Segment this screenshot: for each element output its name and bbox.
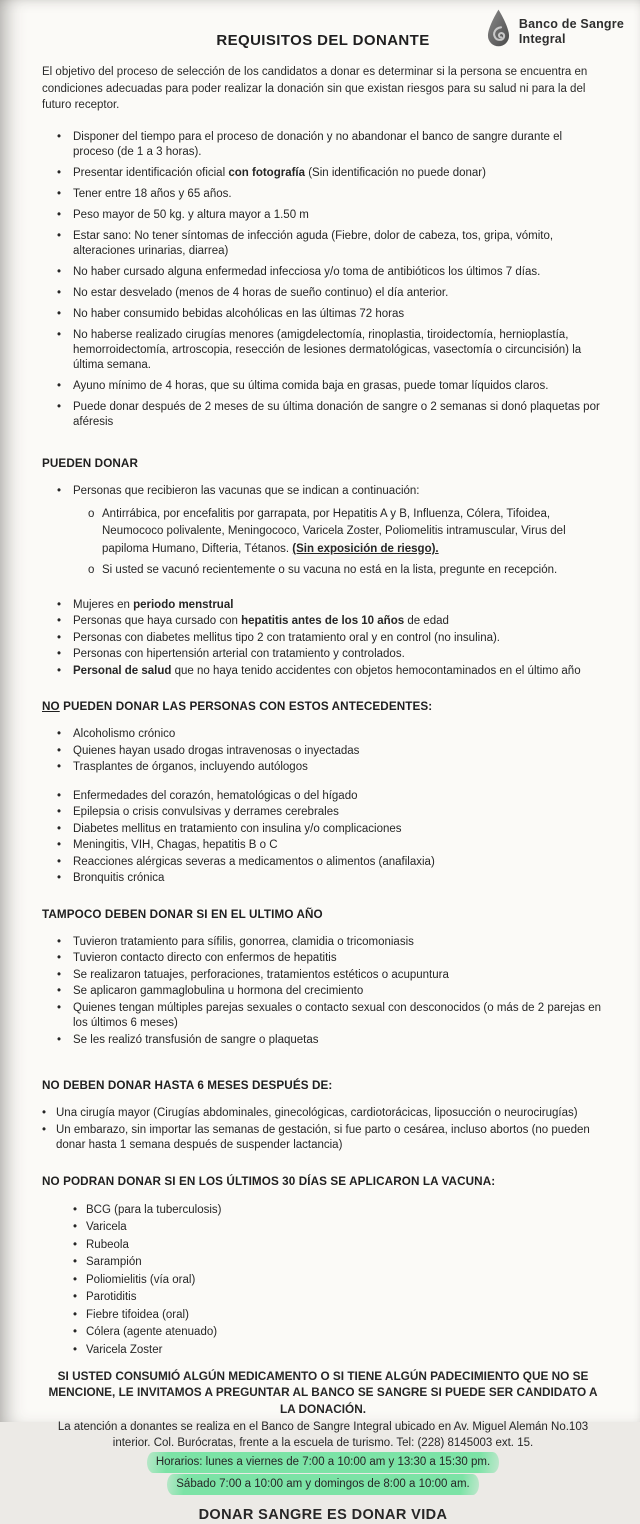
list-item [57, 631, 604, 647]
bullet-icon: • [73, 1203, 78, 1216]
bullet-icon: • [42, 1123, 47, 1136]
list-item [73, 1203, 604, 1218]
list-item-text [73, 951, 604, 967]
text-segment: BCG (para la tuberculosis) [86, 1203, 222, 1216]
bullet-icon: • [73, 1291, 78, 1303]
text-segment: Tener entre 18 años y 65 años. [73, 187, 232, 200]
bullet-icon: • [57, 265, 62, 278]
list-item [57, 871, 604, 887]
list-item [57, 379, 604, 394]
list-item-text [73, 838, 604, 854]
bullet-icon: • [57, 839, 62, 851]
text-segment: Sarampión [86, 1256, 142, 1268]
text-segment: No haberse realizado cirugías menores (amigdelectomía, rinoplastia, tiroidectomía, hernioplastía, hemorroidectomía, artroscopia, resección de lesiones dermatológicas, vasectomía o circuncisión) la última semana. [73, 328, 582, 371]
bullet-list [57, 130, 604, 430]
logo-text-line1: Banco de Sangre [518, 16, 624, 31]
text-segment: Un embarazo, sin importar las semanas de gestación, si fue parto o cesárea, incluso abortos (no pueden donar hasta 1 semana después de suspender lactancia) [56, 1123, 590, 1151]
bullet-list [57, 935, 604, 1049]
text-segment: Fiebre tifoidea (oral) [86, 1308, 189, 1321]
list-item [57, 1001, 604, 1032]
list-item [57, 400, 604, 430]
bullet-icon: • [57, 789, 62, 802]
list-item [57, 286, 604, 301]
text-segment: Meningitis, VIH, Chagas, hepatitis B o C [73, 839, 278, 851]
bullet-icon: • [57, 935, 62, 948]
list-item-text [73, 760, 604, 776]
text-segment: Cólera (agente atenuado) [86, 1326, 218, 1338]
bullet-icon: • [57, 985, 62, 997]
bullet-icon: • [57, 400, 62, 413]
text-segment: NO PODRAN DONAR SI EN LOS ÚLTIMOS 30 DÍAS SE APLICARON LA VACUNA: [42, 1174, 496, 1188]
list-item [57, 822, 604, 838]
list-item-text [73, 130, 604, 160]
bullet-icon: • [57, 664, 62, 677]
sub-bullet-list [88, 506, 604, 580]
bullet-icon: • [57, 208, 62, 221]
text-segment: Estar sano: No tener síntomas de infección aguda (Fiebre, dolor de cabeza, tos, gripa, vómito, alteraciones urinarias, diarrea) [73, 229, 554, 257]
text-segment: Antirrábica, por encefalitis por garrapata, por Hepatitis A y B, Influenza, Cólera, Tifoidea, Neumococo polivalente, Meningococo, Varicela Zoster, Poliomelitis intramuscular, Virus del papiloma Humano, Difteria, Tétanos. [102, 507, 566, 555]
text-segment: que no haya tenido accidentes con objetos hemocontaminados en el último año [171, 664, 581, 677]
text-segment: Varicela Zoster [86, 1343, 163, 1356]
list-item-text [86, 1203, 604, 1218]
bullet-icon: • [57, 806, 62, 818]
text-segment: No estar desvelado (menos de 4 horas de sueño continuo) el día anterior. [73, 286, 449, 299]
list-item [57, 484, 604, 584]
bullet-icon: • [57, 286, 62, 299]
text-segment: Enfermedades del corazón, hematológicas o del hígado [73, 789, 358, 802]
list-item [73, 1273, 604, 1288]
list-item [57, 647, 604, 663]
list-item-text [73, 286, 604, 301]
list-item-text [86, 1273, 604, 1288]
list-item [57, 187, 604, 202]
logo-text-line2: Integral [518, 31, 566, 46]
text-segment: Puede donar después de 2 meses de su última donación de sangre o 2 semanas si donó plaquetas por aféresis [73, 400, 600, 428]
list-item [57, 614, 604, 630]
text-segment: No haber consumido bebidas alcohólicas en las últimas 72 horas [73, 307, 405, 320]
list-item-text [73, 614, 604, 630]
document-body [42, 64, 604, 1524]
list-item [57, 598, 604, 614]
list-item [57, 968, 604, 984]
list-item [73, 1290, 604, 1305]
list-item [57, 789, 604, 805]
list-item-text [73, 229, 604, 259]
sub-list-item [88, 562, 604, 580]
list-item-text [73, 968, 604, 984]
section-heading [42, 1174, 604, 1189]
list-item [57, 760, 604, 776]
bullet-icon: • [57, 822, 62, 835]
list-item-text [73, 187, 604, 202]
text-segment: Disponer del tiempo para el proceso de donación y no abandonar el banco de sangre durante el proceso (de 1 a 3 horas). [73, 130, 563, 158]
bullet-icon: • [57, 631, 62, 644]
list-item [57, 208, 604, 223]
bullet-icon: • [73, 1238, 78, 1251]
bullet-icon: • [73, 1221, 78, 1233]
list-item [73, 1308, 604, 1323]
list-item [73, 1238, 604, 1253]
list-item [73, 1325, 604, 1340]
list-item-text [73, 1001, 604, 1032]
text-segment: Trasplantes de órganos, incluyendo autólogos [73, 761, 308, 773]
list-item [42, 1123, 604, 1154]
list-item [57, 229, 604, 259]
text-segment: de edad [404, 615, 449, 627]
text-segment: Se aplicaron gammaglobulina u hormona del crecimiento [73, 985, 364, 997]
bullet-list [57, 484, 604, 584]
text-segment: Diabetes mellitus en tratamiento con insulina y/o complicaciones [73, 822, 402, 835]
text-segment: NO [42, 700, 60, 713]
text-segment: Tuvieron tratamiento para sífilis, gonorrea, clamidia o tricomoniasis [73, 935, 414, 948]
list-item-text [86, 1325, 604, 1340]
bullet-icon: • [57, 229, 62, 242]
sub-list-item-text [102, 562, 604, 580]
sub-list-item-text [102, 506, 604, 559]
text-segment: NO DEBEN DONAR HASTA 6 MESES DESPUÉS DE: [42, 1079, 333, 1092]
bullet-icon: • [57, 761, 62, 773]
logo-text [519, 17, 624, 47]
list-item-text [86, 1255, 604, 1270]
bullet-icon: • [57, 952, 62, 964]
section-heading [42, 456, 604, 471]
text-segment: Una cirugía mayor (Cirugías abdominales, ginecológicas, cardiotorácicas, liposucción o neurocirugías) [56, 1107, 578, 1119]
text-segment: Personal de salud [73, 664, 172, 677]
bullet-icon: • [57, 615, 62, 627]
sub-list-item [88, 506, 604, 559]
list-item-text [73, 935, 604, 951]
text-segment: Quienes tengan múltiples parejas sexuales o contacto sexual con desconocidos (o más de 2 parejas en los últimos 6 meses) [73, 1001, 602, 1029]
bullet-icon: • [57, 130, 62, 143]
list-item [57, 265, 604, 280]
text-segment: hepatitis antes de los 10 años [241, 615, 405, 627]
bullet-icon: • [57, 166, 62, 179]
list-item-text [73, 871, 604, 887]
list-item [57, 744, 604, 760]
list-item [57, 1033, 604, 1049]
intro-paragraph [42, 64, 604, 114]
list-item [57, 984, 604, 1000]
text-segment: El objetivo del proceso de selección de los candidatos a donar es determinar si la persona se encuentra en condiciones adecuadas para poder realizar la donación sin que existan riesgos para su salud ni para la del futuro receptor. [42, 66, 588, 111]
blood-drop-icon [485, 8, 512, 55]
list-item-text [56, 1106, 604, 1122]
list-item [73, 1255, 604, 1270]
list-item-text [73, 744, 604, 760]
bullet-icon: • [57, 872, 62, 884]
list-item-text [86, 1290, 604, 1305]
bullet-icon: • [42, 1107, 47, 1119]
circle-bullet-icon: o [88, 564, 95, 576]
bullet-icon: • [73, 1343, 78, 1356]
list-item-text [73, 631, 604, 647]
text-segment: Varicela [86, 1221, 127, 1233]
text-segment: Personas con diabetes mellitus tipo 2 con tratamiento oral y en control (no insulina). [73, 631, 501, 644]
list-item [42, 1106, 604, 1122]
list-item-text [73, 208, 604, 223]
list-item [57, 855, 604, 871]
text-segment: PUEDEN DONAR [42, 456, 139, 470]
bullet-icon: • [57, 307, 62, 320]
bullet-list [42, 1106, 604, 1154]
bullet-icon: • [57, 855, 62, 868]
text-segment: Se les realizó transfusión de sangre o plaquetas [73, 1033, 319, 1046]
text-segment: (Sin identificación no puede donar) [305, 166, 486, 179]
text-segment: (Sin exposición de riesgo). [292, 542, 439, 555]
bullet-icon: • [57, 484, 62, 497]
list-item-text [86, 1343, 604, 1358]
section-heading [42, 1078, 604, 1093]
text-segment: Mujeres en [73, 598, 134, 611]
text-segment: DONAR SANGRE ES DONAR VIDA [198, 1507, 448, 1523]
bullet-icon: • [57, 1001, 62, 1014]
text-segment: Bronquitis crónica [73, 872, 165, 884]
bullet-icon: • [57, 1033, 62, 1046]
list-item-text [73, 805, 604, 821]
text-segment: Rubeola [86, 1238, 129, 1251]
text-segment: Epilepsia o crisis convulsivas y derrames cerebrales [73, 806, 339, 818]
text-segment: Personas con hipertensión arterial con tratamiento y controlados. [73, 648, 405, 660]
bullet-icon: • [57, 728, 62, 740]
bullet-icon: • [57, 598, 62, 611]
bullet-icon: • [73, 1308, 78, 1321]
bullet-list [57, 727, 604, 776]
list-item-text [86, 1220, 604, 1235]
text-segment: Poliomielitis (vía oral) [86, 1273, 196, 1286]
list-item-text [73, 307, 604, 322]
list-item [57, 166, 604, 181]
bullet-icon: • [73, 1273, 78, 1286]
list-item-text [86, 1238, 604, 1253]
bullet-icon: • [57, 968, 62, 981]
page-title: REQUISITOS DEL DONANTE [216, 32, 430, 49]
list-item [57, 727, 604, 743]
list-item-text [73, 265, 604, 280]
blood-bank-logo [485, 8, 624, 55]
list-item-text [73, 789, 604, 805]
text-segment: periodo menstrual [133, 598, 234, 611]
text-segment: PUEDEN DONAR LAS PERSONAS CON ESTOS ANTECEDENTES: [59, 700, 433, 713]
list-item [57, 307, 604, 322]
list-item-text [73, 647, 604, 663]
text-segment: Ayuno mínimo de 4 horas, que su última comida baja en grasas, puede tomar líquidos claros. [73, 379, 549, 392]
bullet-icon: • [57, 648, 62, 660]
list-item [73, 1220, 604, 1235]
list-item-text [73, 328, 604, 373]
hours-line-weekend [42, 1474, 604, 1495]
bullet-icon: • [57, 328, 62, 341]
bullet-list [57, 789, 604, 887]
text-segment: con fotografía [228, 166, 306, 179]
list-item [73, 1343, 604, 1358]
bullet-icon: • [57, 187, 62, 200]
text-segment: Parotiditis [86, 1291, 137, 1303]
section-heading [42, 699, 604, 714]
section-heading [42, 907, 604, 922]
bullet-list [57, 598, 604, 680]
footer-slogan [42, 1507, 604, 1524]
list-item [57, 951, 604, 967]
text-segment: Tuvieron contacto directo con enfermos de hepatitis [73, 952, 337, 964]
text-segment: Personas que recibieron las vacunas que se indican a continuación: [73, 484, 420, 497]
text-segment: Peso mayor de 50 kg. y altura mayor a 1.50 m [73, 208, 309, 221]
list-item [57, 328, 604, 373]
list-item [57, 838, 604, 854]
text-segment: Se realizaron tatuajes, perforaciones, tratamientos estéticos o acupuntura [73, 968, 449, 981]
notice-paragraph [42, 1368, 604, 1418]
list-item-text [73, 484, 604, 584]
list-item-text [73, 166, 604, 181]
list-item [57, 664, 604, 680]
list-item-text [73, 822, 604, 838]
text-segment: Si usted se vacunó recientemente o su vacuna no está en la lista, pregunte en recepción. [102, 564, 558, 576]
list-item [57, 130, 604, 160]
list-item-text [73, 664, 604, 680]
list-item-text [73, 1033, 604, 1049]
text-segment: La atención a donantes se realiza en el Banco de Sangre Integral ubicado en Av. Miguel Alemán No.103 interior. Col. Burócratas, frente a la escuela de turismo. Tel: (228) 8145003 ext. 15. [57, 1421, 589, 1449]
list-item-text [73, 855, 604, 871]
list-item-text [73, 727, 604, 743]
address-paragraph [42, 1419, 604, 1451]
bullet-list [73, 1203, 604, 1358]
list-item-text [86, 1308, 604, 1323]
text-segment: Alcoholismo crónico [73, 728, 176, 740]
list-item-text [73, 379, 604, 394]
list-item-text [73, 400, 604, 430]
text-segment: Quienes hayan usado drogas intravenosas o inyectadas [73, 744, 360, 757]
list-item-text [56, 1123, 604, 1154]
circle-bullet-icon: o [88, 507, 95, 520]
text-segment: No haber cursado alguna enfermedad infecciosa y/o toma de antibióticos los últimos 7 días. [73, 265, 541, 278]
bullet-icon: • [73, 1256, 78, 1268]
text-segment: Reacciones alérgicas severas a medicamentos o alimentos (anafilaxia) [73, 855, 435, 868]
text-segment: SI USTED CONSUMIÓ ALGÚN MEDICAMENTO O SI TIENE ALGÚN PADECIMIENTO QUE NO SE MENCIONE, LE INVITAMOS A PREGUNTAR AL BANCO SE SANGRE SI PUEDE SER CANDIDATO A LA DONACIÓN. [48, 1368, 598, 1416]
text-segment: TAMPOCO DEBEN DONAR SI EN EL ULTIMO AÑO [42, 907, 323, 921]
text-segment: Personas que haya cursado con [73, 615, 242, 627]
hours-highlight: Horarios: lunes a viernes de 7:00 a 10:00 am y 13:30 a 15:30 pm. [147, 1452, 499, 1473]
list-item-text [73, 984, 604, 1000]
list-item-text [73, 598, 604, 614]
list-item [57, 805, 604, 821]
text-segment: Presentar identificación oficial [73, 166, 229, 179]
bullet-icon: • [57, 379, 62, 392]
list-item [57, 935, 604, 951]
bullet-icon: • [73, 1326, 78, 1338]
hours-highlight: Sábado 7:00 a 10:00 am y domingos de 8:00 a 10:00 am. [167, 1474, 478, 1495]
bullet-icon: • [57, 744, 62, 757]
hours-line-weekdays [42, 1452, 604, 1473]
